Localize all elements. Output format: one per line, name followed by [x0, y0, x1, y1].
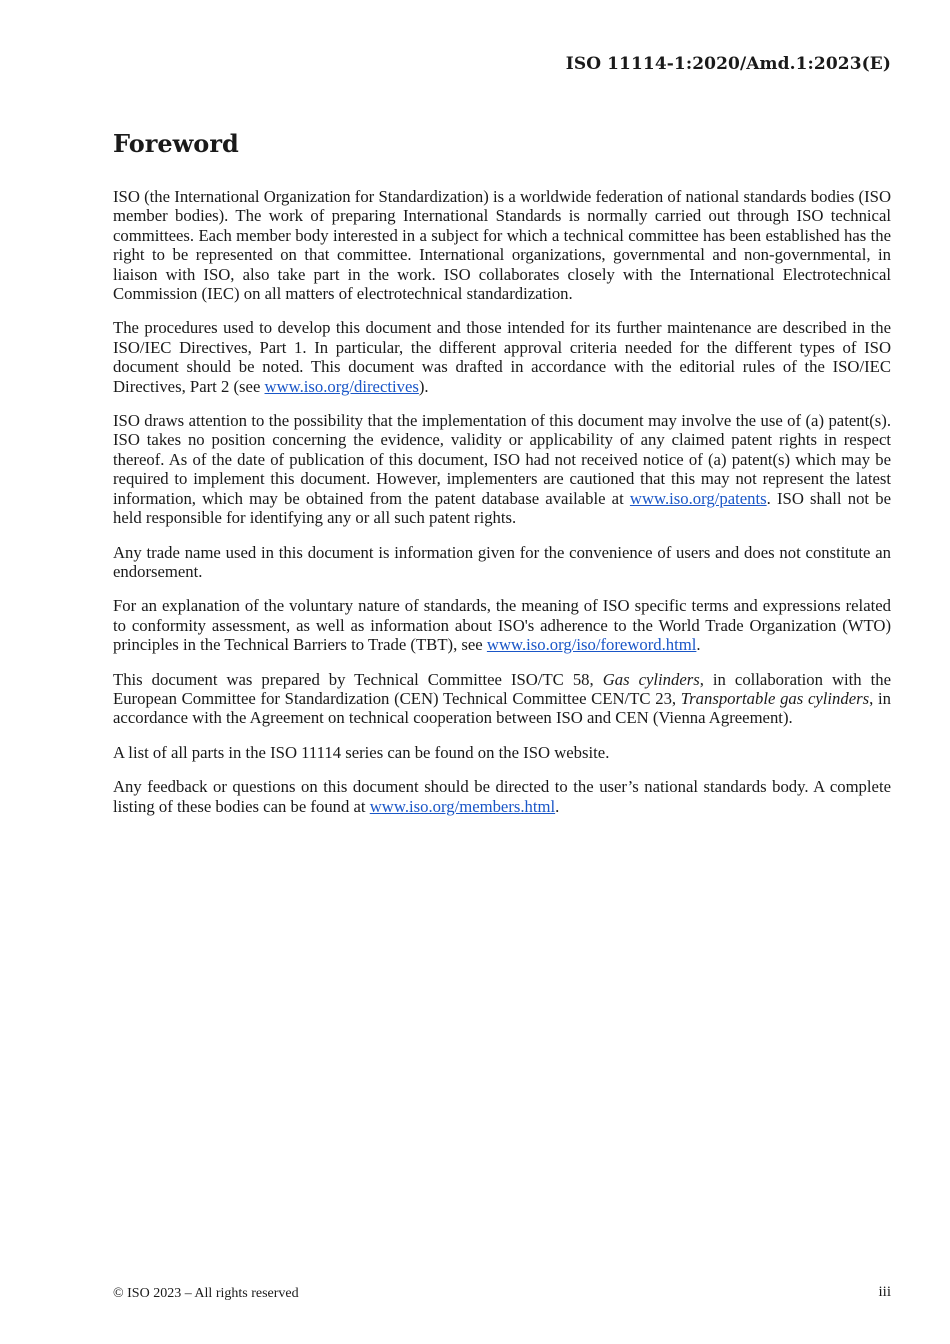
- foreword-body: [113, 187, 891, 831]
- paragraph-text: Any feedback or questions on this document should be directed to the user’s national standards body. A complete listing of these bodies can be found at: [113, 777, 891, 816]
- page-title: Foreword: [113, 129, 239, 158]
- patents-link[interactable]: www.iso.org/patents: [629, 488, 767, 508]
- committee-title-cen: Transportable gas cylinders: [680, 688, 870, 708]
- paragraph-text: , in collaboration with the European Committee for Standardization (CEN) Technical Committee CEN/TC 23,: [113, 669, 892, 708]
- paragraph-text: ISO draws attention to the possibility that the implementation of this document may involve the use of (a) patent(s). ISO takes no position concerning the evidence, validity or applicability of any claimed patent rights in respect thereof. As of the date of publication of this document, ISO had not received notice of (a) patent(s) which may be required to implement this document. However, implementers are cautioned that this may not represent the latest information, which may be obtained from the patent database available at: [113, 411, 891, 508]
- paragraph-series-list: A list of all parts in the ISO 11114 series can be found on the ISO website.: [113, 742, 610, 762]
- paragraph-trade-name: Any trade name used in this document is information given for the convenience of users and does not constitute an endorsement.: [113, 542, 891, 581]
- copyright-notice: © ISO 2023 – All rights reserved: [113, 1286, 299, 1301]
- paragraph-text: The procedures used to develop this document and those intended for its further maintenance are described in the ISO/IEC Directives, Part 1. In particular, the different approval criteria needed for the different types of ISO document should be noted. This document was drafted in accordance with the editorial rules of the ISO/IEC Directives, Part 2 (see: [113, 318, 891, 396]
- paragraph-text: For an explanation of the voluntary nature of standards, the meaning of ISO specific terms and expressions related to conformity assessment, as well as information about ISO's adherence to the World Trade Organization (WTO) principles in the Technical Barriers to Trade (TBT), see: [113, 596, 891, 655]
- paragraph-text: ).: [418, 376, 429, 396]
- paragraph-text: , in accordance with the Agreement on technical cooperation between ISO and CEN (Vienna Agreement).: [113, 688, 892, 728]
- paragraph-patents: [113, 411, 891, 527]
- committee-title-iso: Gas cylinders: [602, 669, 700, 689]
- paragraph-text: . ISO shall not be held responsible for identifying any or all such patent rights.: [113, 488, 891, 528]
- foreword-link[interactable]: www.iso.org/iso/foreword.html: [486, 635, 697, 655]
- paragraph-feedback: [113, 777, 891, 816]
- members-link[interactable]: www.iso.org/members.html: [369, 796, 556, 816]
- paragraph-committee: [113, 670, 891, 728]
- page-number: iii: [878, 1284, 891, 1300]
- paragraph-voluntary-nature: [113, 596, 891, 654]
- paragraph-text: .: [555, 796, 560, 816]
- paragraph-procedures: [113, 318, 891, 396]
- document-identifier: ISO 11114-1:2020/Amd.1:2023(E): [565, 54, 891, 74]
- paragraph-iso-intro: ISO (the International Organization for Standardization) is a worldwide federation of national standards bodies (ISO member bodies). The work of preparing International Standards is normally carried out through ISO technical committees. Each member body interested in a subject for which a technical committee has been established has the right to be represented on that committee. International organizations, governmental and non-governmental, in liaison with ISO, also take part in the work. ISO collaborates closely with the International Electrotechnical Commission (IEC) on all matters of electrotechnical standardization.: [113, 187, 891, 304]
- paragraph-text: .: [696, 635, 701, 655]
- paragraph-text: This document was prepared by Technical Committee ISO/TC 58,: [113, 669, 603, 689]
- directives-link[interactable]: www.iso.org/directives: [264, 376, 419, 396]
